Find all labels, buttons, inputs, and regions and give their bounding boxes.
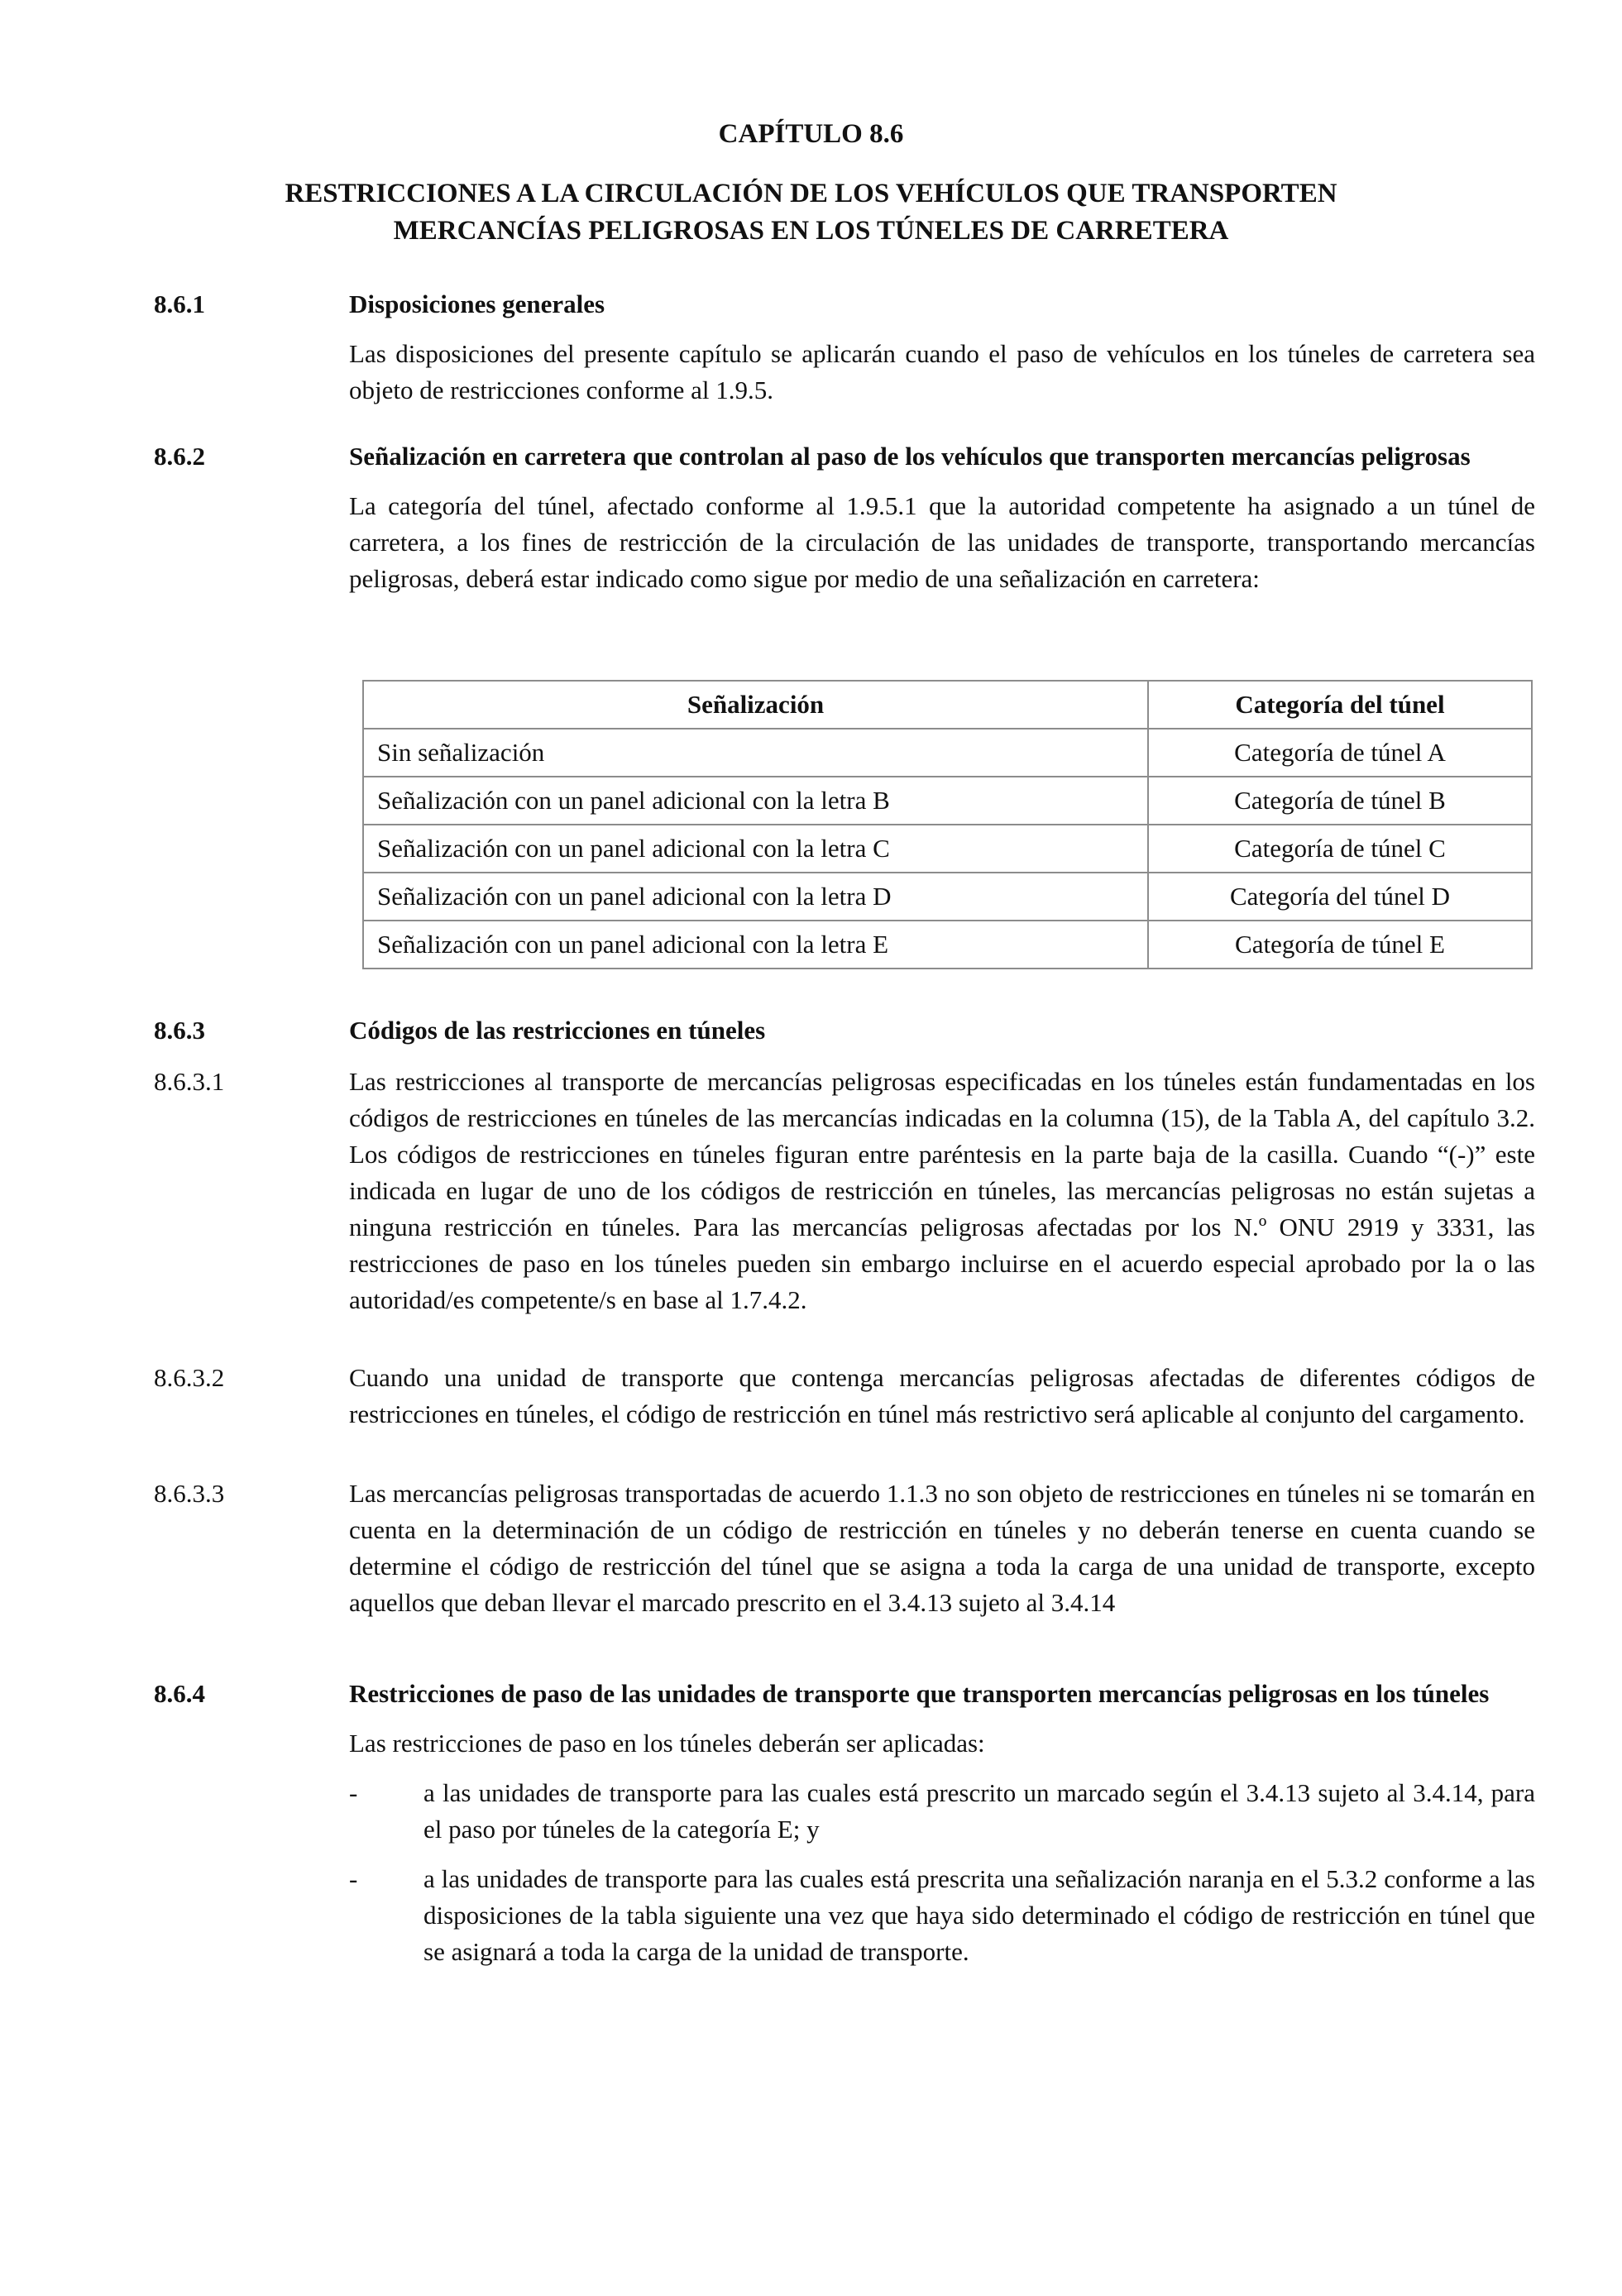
table-cell: Señalización con un panel adicional con la letra D [363,873,1148,921]
list-item-text: a las unidades de transporte para las cuales está prescrita una señalización naranja en el 5.3.2 conforme a las disposiciones de la tabla siguiente una vez que haya sido determinado el código de restricción en túnel que se asignará a toda la carga de la unidad de transporte. [423,1864,1535,1966]
list-item-text: a las unidades de transporte para las cuales está prescrito un marcado según el 3.4.13 sujeto al 3.4.14, para el paso por túneles de la categoría E; y [423,1778,1535,1844]
table-cell: Señalización con un panel adicional con la letra B [363,777,1148,825]
bullet-dash: - [349,1864,358,1893]
section-title: Señalización en carretera que controlan al paso de los vehículos que transporten mercancías peligrosas [349,442,1471,471]
table-cell: Categoría de túnel C [1148,825,1532,873]
section-number: 8.6.1 [154,289,205,318]
section-number: 8.6.3 [154,1016,205,1045]
section-text: Cuando una unidad de transporte que contenga mercancías peligrosas afectadas de diferentes códigos de restricciones en túneles, el código de restricción en túnel más restrictivo será aplicable al conjunto del cargamento. [349,1363,1535,1428]
section-text: Las restricciones de paso en los túneles deberán ser aplicadas: [349,1729,985,1758]
chapter-title-line-1: RESTRICCIONES A LA CIRCULACIÓN DE LOS VEHÍCULOS QUE TRANSPORTEN [285,179,1337,208]
bullet-dash: - [349,1778,358,1807]
section-title: Disposiciones generales [349,289,605,318]
signage-table [362,680,1533,969]
section-8-6-1 [154,286,1535,409]
section-title: Códigos de las restricciones en túneles [349,1016,766,1045]
section-8-6-3-3 [154,1476,1535,1621]
table-cell: Categoría de túnel E [1148,921,1532,969]
section-8-6-4 [154,1676,1535,1970]
chapter-title [0,175,1622,250]
table-row [363,729,1532,777]
section-text: Las mercancías peligrosas transportadas de acuerdo 1.1.3 no son objeto de restricciones en túneles ni se tomarán en cuenta en la determinación de un código de restricción en túneles y no deberán tenerse en cuenta cuando se determine el código de restricción del túnel que se asigna a toda la carga de una unidad de transporte, excepto aquellos que deban llevar el marcado prescrito en el 3.4.13 sujeto al 3.4.14 [349,1479,1535,1617]
section-number: 8.6.2 [154,442,205,471]
list-item [349,1861,1535,1970]
section-8-6-3-1 [154,1064,1535,1318]
table-header-signage: Señalización [363,681,1148,729]
section-text: Las restricciones al transporte de mercancías peligrosas especificadas en los túneles están fundamentadas en los códigos de restricciones en túneles de las mercancías indicadas en la columna (15), de la Tabla A, del capítulo 3.2. Los códigos de restricciones en túneles figuran entre paréntesis en la parte baja de la casilla. Cuando “(-)” este indicada en lugar de uno de los códigos de restricción en túneles, las mercancías peligrosas no están sujetas a ninguna restricción en túneles. Para las mercancías peligrosas afectadas por los N.º ONU 2919 y 3331, las restricciones de paso en los túneles pueden sin embargo incluirse en el acuerdo especial aprobado por la o las autoridad/es competente/s en base al 1.7.4.2. [349,1067,1535,1314]
table-cell: Señalización con un panel adicional con la letra C [363,825,1148,873]
table-cell: Señalización con un panel adicional con la letra E [363,921,1148,969]
table-cell: Sin señalización [363,729,1148,777]
section-text: Las disposiciones del presente capítulo se aplicarán cuando el paso de vehículos en los túneles de carretera sea objeto de restricciones conforme al 1.9.5. [349,339,1535,404]
chapter-title-line-2: MERCANCÍAS PELIGROSAS EN LOS TÚNELES DE CARRETERA [393,216,1229,246]
section-title: Restricciones de paso de las unidades de transporte que transporten mercancías peligrosas en los túneles [349,1679,1490,1708]
table-row [363,825,1532,873]
table-cell: Categoría del túnel D [1148,873,1532,921]
section-8-6-3 [154,1012,1535,1049]
list-item [349,1775,1535,1848]
section-number: 8.6.3.2 [154,1363,225,1392]
section-8-6-3-2 [154,1360,1535,1433]
section-8-6-2 [154,438,1535,597]
table-row [363,777,1532,825]
chapter-heading: CAPÍTULO 8.6 [718,119,904,149]
table-header-row [363,681,1532,729]
table-header-category: Categoría del túnel [1148,681,1532,729]
section-text: La categoría del túnel, afectado conforme al 1.9.5.1 que la autoridad competente ha asignado a un túnel de carretera, a los fines de restricción de la circulación de las unidades de transporte, transportando mercancías peligrosas, deberá estar indicado como sigue por medio de una señalización en carretera: [349,491,1535,593]
section-number: 8.6.4 [154,1679,205,1708]
table-cell: Categoría de túnel B [1148,777,1532,825]
section-number: 8.6.3.3 [154,1479,225,1508]
table-cell: Categoría de túnel A [1148,729,1532,777]
table-row [363,873,1532,921]
section-number: 8.6.3.1 [154,1067,225,1096]
table-row [363,921,1532,969]
